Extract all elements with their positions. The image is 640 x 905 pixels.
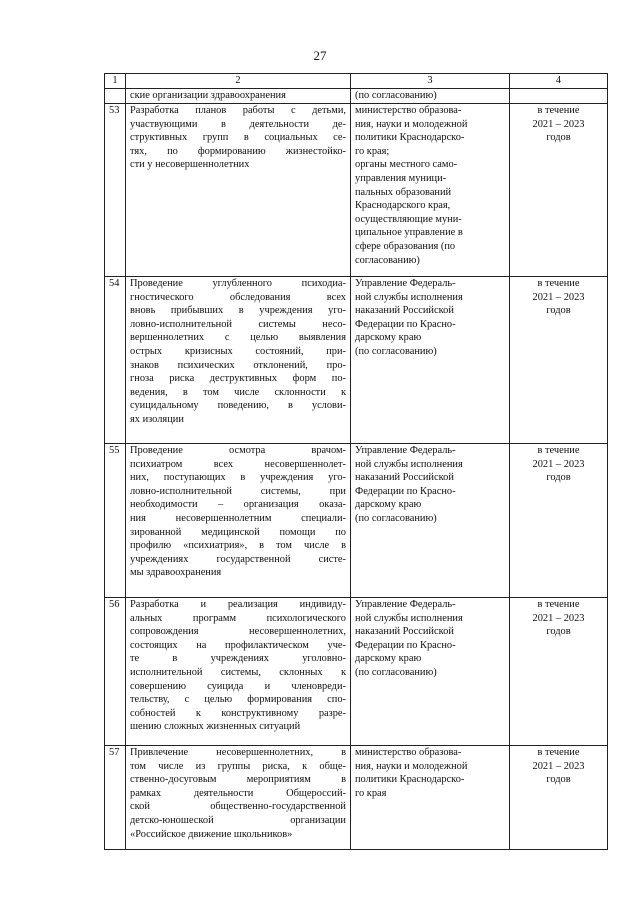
measure-description-line: исполнительной системы, склонных к (130, 666, 346, 678)
executor-line: министерство образова- (355, 747, 462, 758)
measure-description-line: состоящих на профилактическом уче- (130, 639, 346, 651)
executor-line: го края; (355, 145, 390, 157)
measure-description-line: ственно-досуговым мероприятиям в (130, 774, 346, 786)
deadline-line: годов (546, 305, 571, 317)
row-number-cell: 56 (105, 598, 126, 746)
executor-line: наказаний Российской (355, 472, 454, 484)
deadline-line: в течение (537, 278, 580, 289)
deadline-line: в течение (537, 747, 580, 758)
executor-line: дарскому краю (355, 653, 422, 665)
measure-description-line: острых кризисных состояний, при- (130, 345, 346, 357)
measure-description-line: детско-юношеской организации (130, 814, 346, 826)
executor-line: наказаний Российской (355, 626, 454, 638)
executor-line: дарскому краю (355, 499, 422, 511)
executor-line: ципальное управление в (355, 227, 463, 239)
deadline-line: 2021 – 2023 (532, 458, 585, 470)
measure-description-line: них, поступающих в учреждения уго- (130, 472, 346, 484)
table-row (105, 104, 608, 277)
deadline-line: годов (546, 774, 571, 786)
executor-line: Управление Федераль- (355, 599, 456, 610)
deadline-line: годов (546, 132, 571, 144)
executor-line: го края (355, 787, 387, 799)
executor-line: ния, науки и молодежной (355, 760, 468, 772)
row-number-cell: 55 (105, 444, 126, 598)
executor-line: ной службы исполнения (355, 291, 463, 303)
header-cell-3: 3 (351, 74, 510, 89)
measure-description-line: сти у несовершеннолетних (130, 159, 250, 171)
measure-description-line: тях, по формированию жизнестойко- (130, 145, 346, 157)
measure-description-line: знаков психических отклонений, про- (130, 359, 346, 371)
measure-description-line: Проведение осмотра врачом- (130, 445, 346, 456)
measure-description-line: Разработка и реализация индивиду- (130, 599, 346, 610)
measure-description-line: структивных групп в социальных се- (130, 132, 346, 144)
header-cell-4: 4 (510, 74, 608, 89)
table-row (105, 746, 608, 850)
continuation-term-cell (510, 89, 608, 104)
measure-description-line: зированной медицинской помощи по (130, 526, 346, 538)
deadline-line: 2021 – 2023 (532, 118, 585, 130)
executor-line: (по согласованию) (355, 666, 437, 678)
measure-description-line: ведения, в том числе склонности к (130, 386, 346, 398)
executor-line: Управление Федераль- (355, 278, 456, 289)
page-number: 27 (313, 48, 327, 63)
measure-description-line: ния несовершеннолетним специали- (130, 512, 346, 524)
executor-cell (351, 598, 510, 746)
measure-description-line: шению сложных жизненных ситуаций (130, 721, 301, 733)
deadline-line: 2021 – 2023 (532, 291, 585, 303)
continuation-row (105, 89, 608, 104)
executor-line: Управление Федераль- (355, 445, 456, 456)
executor-line: министерство образова- (355, 105, 462, 116)
measure-description-line: вершеннолетних с целью выявления (130, 332, 346, 344)
executor-line: управления муници- (355, 172, 447, 184)
table-row (105, 444, 608, 598)
deadline-cell (510, 104, 608, 277)
executor-line: Краснодарского края, (355, 200, 451, 212)
measures-table (104, 73, 608, 850)
executor-cell (351, 746, 510, 850)
measure-description-line: том числе из группы риска, к обще- (130, 760, 346, 772)
measure-description-cell (126, 277, 351, 444)
executor-line: органы местного само- (355, 159, 458, 171)
table-row (105, 277, 608, 444)
executor-line: Федерации по Красно- (355, 318, 456, 330)
continuation-num-cell (105, 89, 126, 104)
measure-description-line: Проведение углубленного психодиа- (130, 278, 346, 289)
deadline-line: 2021 – 2023 (532, 760, 585, 772)
deadline-line: в течение (537, 445, 580, 456)
measure-description-line: Разработка планов работы с детьми, (130, 105, 346, 116)
table-header-row (105, 74, 608, 89)
deadline-cell (510, 444, 608, 598)
measure-description-cell (126, 104, 351, 277)
measure-description-line: тельству, с целью формирования спо- (130, 694, 346, 706)
deadline-cell (510, 598, 608, 746)
measures-table-body (105, 74, 608, 850)
executor-line: ния, науки и молодежной (355, 118, 468, 130)
measure-description-cell (126, 746, 351, 850)
executor-line: дарскому краю (355, 332, 422, 344)
measure-description-line: рамках деятельности Общероссий- (130, 787, 346, 799)
measure-description-line: совершению суицида и членовреди- (130, 680, 346, 692)
deadline-line: в течение (537, 105, 580, 116)
measure-description-line: «Российское движение школьников» (130, 828, 293, 840)
table-row (105, 598, 608, 746)
measure-description-line: суицидальному поведению, в услови- (130, 400, 346, 412)
measure-description-line: необходимости – организация оказа- (130, 499, 346, 511)
deadline-line: годов (546, 472, 571, 484)
measure-description-line: вновь прибывших в учреждения уго- (130, 305, 346, 317)
executor-line: ной службы исполнения (355, 612, 463, 624)
executor-line: (по согласованию) (355, 512, 437, 524)
executor-line: наказаний Российской (355, 305, 454, 317)
deadline-line: годов (546, 626, 571, 638)
measure-description-line: мы здравоохранения (130, 567, 222, 579)
row-number-cell: 53 (105, 104, 126, 277)
executor-line: согласованию) (355, 254, 420, 266)
measure-description-line: психиатром всех несовершеннолет- (130, 458, 346, 470)
measure-description-line: учреждениях государственной систе- (130, 553, 346, 565)
measure-description-line: собностей к конструктивному разре- (130, 707, 346, 719)
executor-line: Федерации по Красно- (355, 485, 456, 497)
executor-line: Федерации по Красно- (355, 639, 456, 651)
continuation-desc-cell: ские организации здравоохранения (126, 89, 351, 104)
measure-description-cell (126, 598, 351, 746)
row-number-cell: 54 (105, 277, 126, 444)
row-number-cell: 57 (105, 746, 126, 850)
executor-cell (351, 444, 510, 598)
executor-line: пальных образований (355, 186, 452, 198)
executor-line: (по согласованию) (355, 345, 437, 357)
measure-description-line: те в учреждениях уголовно- (130, 653, 346, 665)
measure-description-line: ловно-исполнительной системы несо- (130, 318, 346, 330)
measure-description-line: гностического обследования всех (130, 291, 346, 303)
continuation-exec-cell: (по согласованию) (351, 89, 510, 104)
measure-description-line: участвующими в деятельности де- (130, 118, 346, 130)
measure-description-line: гноза риска деструктивных форм по- (130, 373, 346, 385)
measure-description-line: ях изоляции (130, 413, 184, 425)
measure-description-line: сопровождения несовершеннолетних, (130, 626, 346, 638)
executor-line: ной службы исполнения (355, 458, 463, 470)
measure-description-line: альных программ психологического (130, 612, 346, 624)
executor-line: осуществляющие муни- (355, 213, 462, 225)
measure-description-line: Привлечение несовершеннолетних, в (130, 747, 346, 758)
deadline-line: 2021 – 2023 (532, 612, 585, 624)
deadline-cell (510, 746, 608, 850)
measure-description-line: ловно-исполнительной системы, при (130, 485, 346, 497)
executor-line: сфере образования (по (355, 240, 456, 252)
executor-cell (351, 277, 510, 444)
measure-description-line: ской общественно-государственной (130, 801, 346, 813)
measure-description-line: профилю «психиатрия», в том числе в (130, 540, 346, 552)
deadline-cell (510, 277, 608, 444)
executor-line: политики Краснодарско- (355, 774, 465, 786)
measure-description-cell (126, 444, 351, 598)
header-cell-2: 2 (126, 74, 351, 89)
deadline-line: в течение (537, 599, 580, 610)
header-cell-1: 1 (105, 74, 126, 89)
executor-line: политики Краснодарско- (355, 132, 465, 144)
executor-cell (351, 104, 510, 277)
